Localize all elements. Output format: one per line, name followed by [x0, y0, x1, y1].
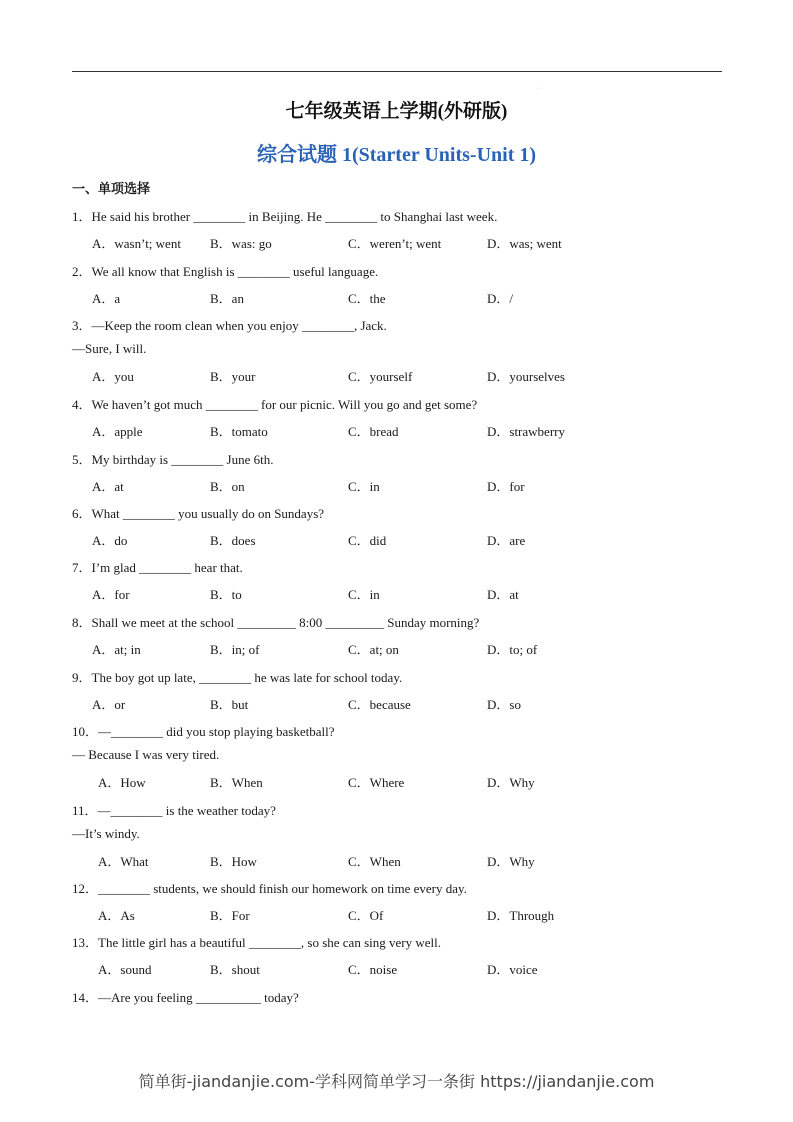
question-8-option-a: A．at; in — [92, 642, 141, 657]
question-1-option-a: A．wasn’t; went — [92, 236, 181, 251]
question-10-reply: — Because I was very tired. — [72, 747, 220, 762]
question-8: 8．Shall we meet at the school _________ 8:00 _________ Sunday morning? — [72, 615, 480, 630]
top-rule — [72, 71, 722, 72]
question-6: 6．What ________ you usually do on Sundays? — [72, 506, 325, 521]
question-2-option-b: B．an — [210, 291, 244, 306]
question-7-option-c: C．in — [348, 587, 380, 602]
question-13: 13．The little girl has a beautiful ________, so she can sing very well. — [72, 935, 441, 950]
question-1: 1．He said his brother ________ in Beijing. He ________ to Shanghai last week. — [72, 209, 498, 224]
question-6-option-d: D．are — [487, 533, 526, 548]
question-2-option-a: A．a — [92, 291, 121, 306]
page-title: 七年级英语上学期(外研版) — [285, 101, 508, 122]
question-8-option-c: C．at; on — [348, 642, 399, 657]
question-3-option-b: B．your — [210, 369, 256, 384]
question-4-option-b: B．tomato — [210, 424, 268, 439]
question-4-option-a: A．apple — [92, 424, 143, 439]
question-3-reply: —Sure, I will. — [72, 341, 147, 356]
question-7-option-d: D．at — [487, 587, 519, 602]
question-11-option-a: A．What — [98, 854, 149, 869]
question-5-option-c: C．in — [348, 479, 380, 494]
question-7-option-b: B．to — [210, 587, 242, 602]
question-3-option-a: A．you — [92, 369, 134, 384]
question-7: 7．I’m glad ________ hear that. — [72, 560, 243, 575]
question-4-option-d: D．strawberry — [487, 424, 565, 439]
question-2-option-c: C．the — [348, 291, 386, 306]
question-3-option-c: C．yourself — [348, 369, 413, 384]
footer-watermark: 简单街-jiandanjie.com-学科网简单学习一条街 https://jiandanjie.com — [138, 1072, 655, 1091]
question-4-option-c: C．bread — [348, 424, 399, 439]
question-12-option-b: B．For — [210, 908, 250, 923]
question-5: 5．My birthday is ________ June 6th. — [72, 452, 274, 467]
question-4: 4．We haven’t got much ________ for our picnic. Will you go and get some? — [72, 397, 478, 412]
question-9-option-b: B．but — [210, 697, 249, 712]
question-13-option-a: A．sound — [98, 962, 152, 977]
question-1-option-d: D．was; went — [487, 236, 562, 251]
question-13-option-b: B．shout — [210, 962, 260, 977]
question-8-option-b: B．in; of — [210, 642, 260, 657]
question-5-option-b: B．on — [210, 479, 245, 494]
question-9-option-d: D．so — [487, 697, 521, 712]
question-11-option-b: B．How — [210, 854, 257, 869]
question-6-option-c: C．did — [348, 533, 387, 548]
question-13-option-d: D．voice — [487, 962, 538, 977]
question-11: 11．—________ is the weather today? — [72, 803, 276, 818]
question-12-option-d: D．Through — [487, 908, 555, 923]
question-5-option-a: A．at — [92, 479, 124, 494]
question-10-option-c: C．Where — [348, 775, 405, 790]
question-10-option-a: A．How — [98, 775, 146, 790]
question-13-option-c: C．noise — [348, 962, 398, 977]
question-9-option-a: A．or — [92, 697, 126, 712]
question-9-option-c: C．because — [348, 697, 411, 712]
page-subtitle: 综合试题 1(Starter Units-Unit 1) — [256, 144, 537, 166]
question-6-option-a: A．do — [92, 533, 128, 548]
question-12: 12．________ students, we should finish our homework on time every day. — [72, 881, 467, 896]
question-11-option-c: C．When — [348, 854, 401, 869]
question-9: 9．The boy got up late, ________ he was late for school today. — [72, 670, 403, 685]
question-3: 3．—Keep the room clean when you enjoy ________, Jack. — [72, 318, 387, 333]
question-10-option-b: B．When — [210, 775, 263, 790]
question-6-option-b: B．does — [210, 533, 256, 548]
question-12-option-a: A．As — [98, 908, 135, 923]
question-1-option-c: C．weren’t; went — [348, 236, 442, 251]
question-14: 14．—Are you feeling __________ today? — [72, 990, 299, 1005]
question-11-reply: —It’s windy. — [72, 826, 140, 841]
question-3-option-d: D．yourselves — [487, 369, 565, 384]
question-7-option-a: A．for — [92, 587, 130, 602]
section-title: 一、单项选择 — [72, 182, 151, 197]
question-8-option-d: D．to; of — [487, 642, 538, 657]
question-1-option-b: B．was: go — [210, 236, 272, 251]
question-12-option-c: C．Of — [348, 908, 384, 923]
question-10: 10．—________ did you stop playing basketball? — [72, 724, 335, 739]
question-11-option-d: D．Why — [487, 854, 535, 869]
question-2-option-d: D．/ — [487, 291, 514, 306]
question-10-option-d: D．Why — [487, 775, 535, 790]
question-2: 2．We all know that English is ________ useful language. — [72, 264, 379, 279]
question-5-option-d: D．for — [487, 479, 525, 494]
header-dot: · — [538, 86, 540, 92]
